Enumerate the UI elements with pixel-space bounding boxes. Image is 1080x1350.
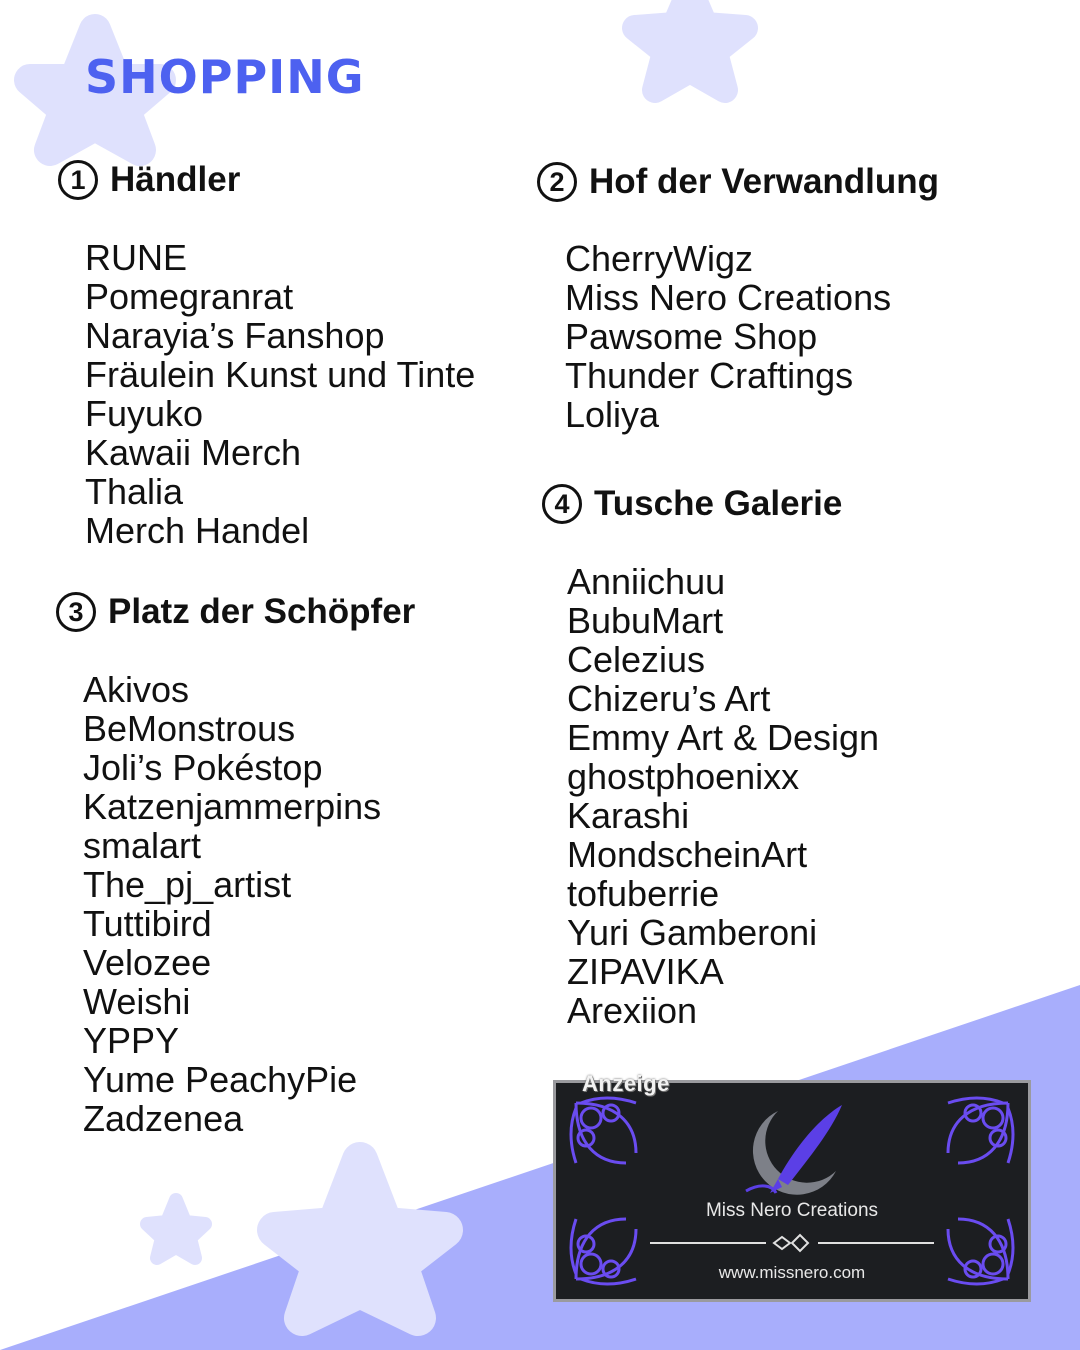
shop-list-item: BeMonstrous bbox=[83, 708, 296, 749]
shop-list-item: Merch Handel bbox=[85, 510, 310, 551]
section-number-badge: 4 bbox=[542, 484, 582, 524]
page-title: SHOPPING bbox=[85, 50, 365, 104]
shop-list-item: MondscheinArt bbox=[567, 834, 808, 875]
section-platz-der-schoepfer bbox=[56, 592, 415, 1138]
shop-list-item: RUNE bbox=[85, 237, 188, 278]
shop-list-item: Fuyuko bbox=[85, 393, 204, 434]
shop-list-item: ghostphoenixx bbox=[567, 756, 800, 797]
section-haendler bbox=[58, 160, 475, 550]
shop-list-item: smalart bbox=[83, 825, 202, 866]
star-icon bbox=[275, 1160, 445, 1318]
shop-list-item: Tuttibird bbox=[83, 903, 212, 944]
star-icon bbox=[635, 0, 745, 90]
advertisement-banner[interactable] bbox=[553, 1071, 1031, 1302]
shop-list-item: Akivos bbox=[83, 669, 190, 710]
shop-list bbox=[565, 239, 939, 434]
shop-list-item: Loliya bbox=[565, 394, 660, 435]
ad-website-link[interactable]: www.missnero.com bbox=[718, 1263, 866, 1282]
shop-list-item: Miss Nero Creations bbox=[565, 277, 892, 318]
celtic-knot-corner-icon bbox=[571, 1098, 636, 1163]
section-title: Platz der Schöpfer bbox=[108, 592, 416, 631]
shop-list-item: Chizeru’s Art bbox=[567, 678, 771, 719]
shop-list-item: Katzenjammerpins bbox=[83, 786, 382, 827]
shop-list-item: YPPY bbox=[83, 1020, 180, 1061]
shop-list-item: Anniichuu bbox=[567, 561, 726, 602]
section-header bbox=[542, 484, 879, 524]
shop-list-item: Yume PeachyPie bbox=[83, 1059, 358, 1100]
shop-list-item: The_pj_artist bbox=[83, 864, 292, 905]
shop-list-item: Yuri Gamberoni bbox=[567, 912, 818, 953]
shop-list-item: ZIPAVIKA bbox=[567, 951, 724, 992]
decorative-divider bbox=[650, 1235, 934, 1251]
shop-list-item: Thunder Craftings bbox=[565, 355, 854, 396]
celtic-knot-corner-icon bbox=[948, 1098, 1013, 1163]
shop-list-item: Velozee bbox=[83, 942, 212, 983]
section-header bbox=[58, 160, 475, 200]
shop-list bbox=[567, 562, 879, 1030]
quill-moon-icon bbox=[746, 1105, 842, 1195]
shop-list-item: Narayia’s Fanshop bbox=[85, 315, 385, 356]
ad-brand-name: Miss Nero Creations bbox=[705, 1200, 879, 1221]
shop-list bbox=[83, 670, 415, 1138]
section-number-badge: 2 bbox=[537, 162, 577, 202]
star-icon bbox=[147, 1200, 205, 1258]
shop-list-item: Pawsome Shop bbox=[565, 316, 818, 357]
shop-list-item: Pomegranrat bbox=[85, 276, 294, 317]
shop-list-item: Arexiion bbox=[567, 990, 698, 1031]
section-number-badge: 3 bbox=[56, 592, 96, 632]
shop-list-item: Emmy Art & Design bbox=[567, 717, 880, 758]
shop-list-item: tofuberrie bbox=[567, 873, 720, 914]
section-title: Händler bbox=[110, 160, 241, 199]
section-title: Hof der Verwandlung bbox=[589, 162, 940, 201]
section-tusche-galerie bbox=[542, 484, 879, 1030]
shop-list-item: Celezius bbox=[567, 639, 706, 680]
shop-list-item: BubuMart bbox=[567, 600, 724, 641]
shop-list-item: Joli’s Pokéstop bbox=[83, 747, 323, 788]
section-header bbox=[56, 592, 415, 632]
ad-label: Anzeige bbox=[582, 1071, 670, 1096]
shop-list-item: Kawaii Merch bbox=[85, 432, 302, 473]
shop-list-item: Fräulein Kunst und Tinte bbox=[85, 354, 476, 395]
section-number-badge: 1 bbox=[58, 160, 98, 200]
shop-list-item: Thalia bbox=[85, 471, 184, 512]
shop-list-item: Karashi bbox=[567, 795, 690, 836]
section-title: Tusche Galerie bbox=[594, 484, 843, 523]
section-hof-der-verwandlung bbox=[537, 162, 939, 434]
shop-list-item: Weishi bbox=[83, 981, 191, 1022]
shop-list bbox=[85, 238, 475, 550]
shop-list-item: Zadzenea bbox=[83, 1098, 244, 1139]
shop-list-item: CherryWigz bbox=[565, 238, 754, 279]
section-header bbox=[537, 162, 939, 202]
